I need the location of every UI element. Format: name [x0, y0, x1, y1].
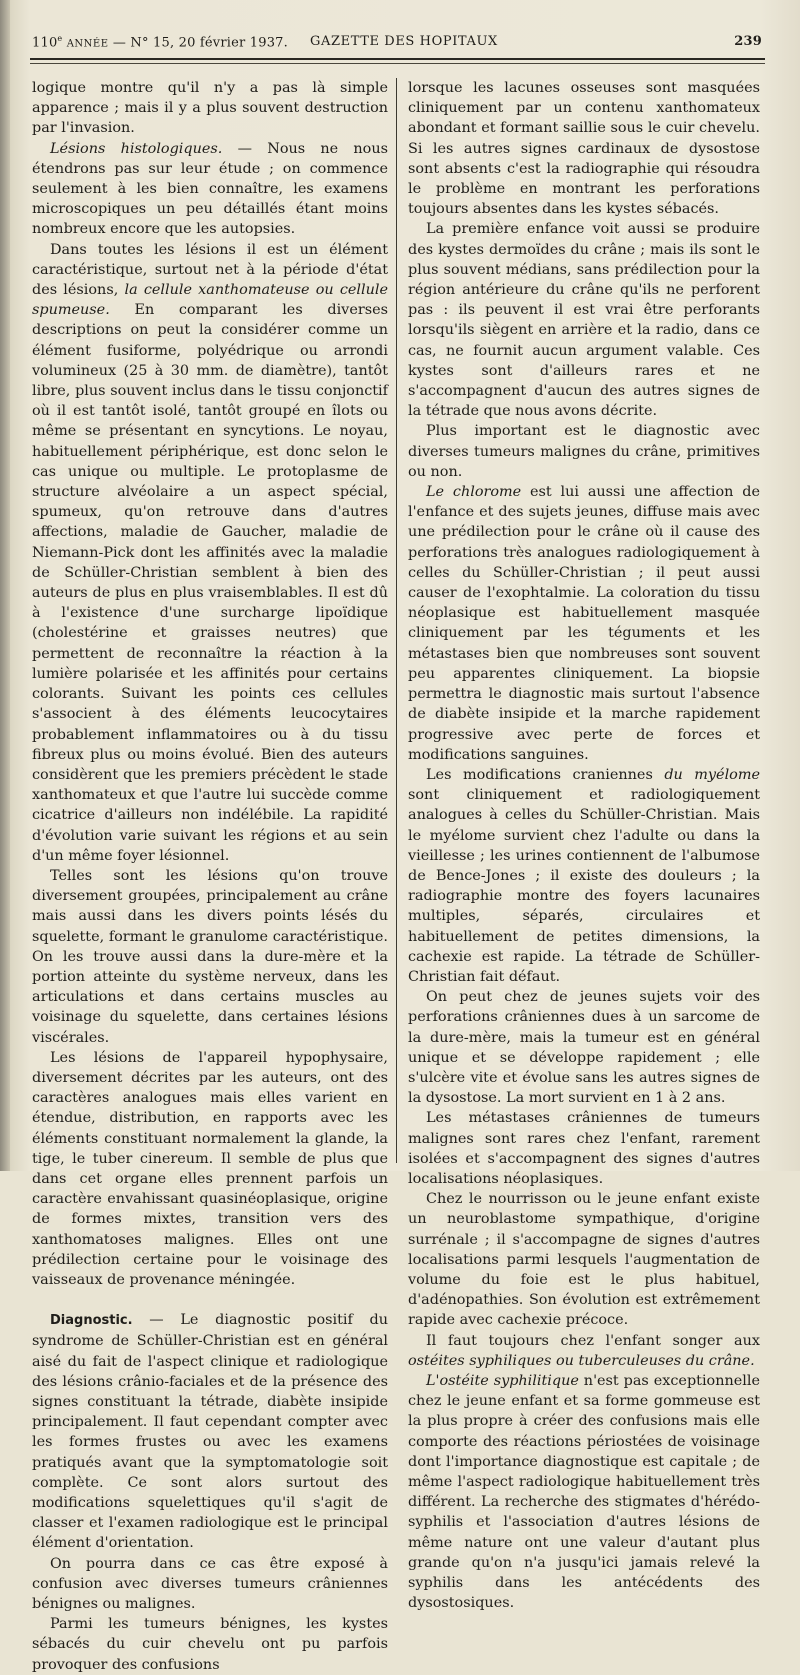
italic-term: ostéites syphiliques ou tuberculeuses du crâne.	[408, 1352, 755, 1369]
year-number: 110	[32, 35, 58, 51]
paragraph: On pourra dans ce cas être exposé à confusion avec diverses tumeurs crâniennes bénignes ou malignes.	[32, 1555, 388, 1613]
paragraph-cellule	[32, 240, 388, 866]
paragraph: Plus important est le diagnostic avec diverses tumeurs malignes du crâne, primitives ou non.	[408, 423, 760, 480]
page-number: 239	[734, 34, 762, 49]
paragraph: On peut chez de jeunes sujets voir des perforations crâniennes dues à un sarcome de la dure-mère, mais la tumeur est en général unique et se développe rapidement ; elle s'ulcère vite et évolue sans les autres signes de la dysostose. La mort survient en 1 à 2 ans.	[408, 989, 760, 1107]
paragraph-text: — Le diagnostic positif du syndrome de Schüller-Christian est en général aisé du fait de l'aspect clinique et radiologique des lésions crânio-faciales et de la présence des signes constituant la tétrade, diabète insipide principalement. Il faut cependant compter avec les formes frustes ou avec les examens pratiqués avant que la symptomatologie soit complète. Ce sont alors surtout des modifications squelettiques qu'il s'agit de classer et l'examen radiologique est le principal élément d'orientation.	[32, 1312, 388, 1552]
right-column	[408, 78, 760, 1613]
italic-term: la cellule xanthomateuse ou cellule spumeuse.	[32, 282, 388, 319]
issue-date: — N° 15, 20 février 1937.	[112, 35, 288, 51]
section-title: Lésions histologiques.	[50, 140, 223, 157]
paragraph: Les métastases crâniennes de tumeurs malignes sont rares chez l'enfant, rarement isolées et s'accompagnent des signes d'autres localisations néoplasiques.	[408, 1110, 760, 1187]
year-word: ANNÉE	[66, 38, 109, 50]
paragraph-chlorome	[408, 482, 760, 765]
paragraph-diagnostic	[32, 1310, 388, 1553]
italic-term: L'ostéite syphilitique	[426, 1373, 579, 1389]
paragraph-text: Les modifications craniennes	[426, 766, 665, 783]
paragraph-text: sont cliniquement et radiologiquement analogues à celles du Schüller-Christian. Mais le myélome survient chez l'adulte ou dans la vieillesse ; les urines contiennent de l'albumose de Bence-Jones ; il existe des douleurs ; la radiographie montre des foyers lacunaires multiples, séparés, circulaires et habituellement de petites dimensions, la cachexie est rapide. La tétrade de Schüller-Christian fait défaut.	[408, 787, 760, 985]
left-column	[32, 78, 388, 1675]
paragraph: Parmi les tumeurs bénignes, les kystes sébacés du cuir chevelu ont pu parfois provoquer des confusions	[32, 1616, 388, 1673]
paragraph-text: est lui aussi une affection de l'enfance et des sujets jeunes, diffuse mais avec une prédilection pour le crâne où il cause des perforations très analogues radiologiquement à celles du Schüller-Christian ; il peut aussi causer de l'exophtalmie. La coloration du tissu néoplasique est habituellement masquée cliniquement par les téguments et les métastases bien que nombreuses sont souvent peu apparentes cliniquement. La biopsie permettra le diagnostic mais surtout l'absence de diabète insipide et la marche rapidement progressive avec perte de forces et modifications sanguines.	[408, 484, 760, 763]
section-gap	[32, 1290, 388, 1310]
italic-term: du myélome	[664, 766, 760, 783]
header-issue-info	[32, 34, 288, 50]
italic-term: Le chlorome	[426, 484, 522, 501]
binding-edge	[0, 0, 10, 1171]
paragraph: logique montre qu'il n'y a pas là simple apparence ; mais il y a plus souvent destruction par l'invasion.	[32, 80, 388, 137]
running-header	[32, 34, 762, 56]
paragraph: lorsque les lacunes osseuses sont masquées cliniquement par un contenu xanthomateux abondant et formant saillie sous le cuir chevelu. Si les autres signes cardinaux de dysostose sont absents c'est la radiographie qui résoudra le problème en montrant les perforations toujours absentes dans les kystes sébacés.	[408, 80, 760, 218]
paragraph-text: En comparant les diverses descriptions on peut la considérer comme un élément fusiforme, polyédrique ou arrondi volumineux (25 à 30 mm. de diamètre), tantôt libre, plus souvent inclus dans le tissu conjonctif où il est tantôt isolé, tantôt groupé en îlots ou même se présentant en syncytions. Le noyau, habituellement périphérique, est donc selon le cas unique ou multiple. Le protoplasme de structure alvéolaire a un aspect spécial, spumeux, qu'on retrouve dans d'autres affections, maladie de Gaucher, maladie de Niemann-Pick dont les affinités avec la maladie de Schüller-Christian semblent à bien des auteurs de plus en plus vraisemblables. Il est dû à l'existence d'une surcharge lipoïdique (cholestérine et graisses neutres) que permettent de reconnaître la réaction à la lumière polarisée et les affinités pour certains colorants. Suivant les points ces cellules s'associent à des éléments leucocytaires probablement inflammatoires ou à du tissu fibreux plus ou moins évolué. Bien des auteurs considèrent que les premiers précèdent le stade xanthomateux et que l'autre lui succède comme cicatrice d'ailleurs non indélébile. La rapidité d'évolution varie suivant les régions et au sein d'un même foyer lésionnel.	[32, 302, 388, 864]
header-rule	[30, 58, 765, 60]
paragraph-text: Dans toutes les lésions il est un élément caractéristique, surtout net à la période d'état des lésions,	[32, 241, 388, 299]
year-superscript: e	[57, 34, 63, 43]
paragraph: Telles sont les lésions qu'on trouve diversement groupées, principalement au crâne mais aussi dans les divers points lésés du squelette, formant le granulome caractéristique. On les trouve aussi dans la dure-mère et la portion atteinte du système nerveux, dans les articulations et dans certains muscles au voisinage du squelette, dans certaines lésions viscérales.	[32, 867, 388, 1046]
paragraph-osteites	[408, 1331, 760, 1371]
paragraph: La première enfance voit aussi se produire des kystes dermoïdes du crâne ; mais ils sont le plus souvent médians, sans prédilection pour la région antérieure du crâne qu'ils ne perforent pas : ils peuvent il est vrai être perforants lorsqu'ils siègent en arrière et la radio, dans ce cas, ne fournit aucun argument valable. Ces kystes sont d'ailleurs rares et ne s'accompagnent d'aucun des autres signes de la tétrade que nous avons décrite.	[408, 221, 760, 420]
paragraph-lesions-histologiques	[32, 139, 388, 240]
section-heading: Diagnostic.	[50, 1313, 133, 1329]
paragraph-text: — Nous ne nous étendrons pas sur leur étude ; on commence seulement à les bien connaître, les examens microscopiques un peu détaillés étant moins nombreux encore que les autopsies.	[32, 140, 388, 238]
paragraph: Les lésions de l'appareil hypophysaire, diversement décrites par les auteurs, ont des caractères analogues mais elles varient en étendue, distribution, en rapports avec les éléments constituant normalement la glande, la tige, le tuber cinereum. Il semble de plus que dans cet organe elles prennent parfois un caractère envahissant quasinéoplasique, origine de formes mixtes, transition vers des xanthomatoses malignes. Elles ont une prédilection certaine pour le voisinage des vaisseaux de provenance méningée.	[32, 1049, 388, 1288]
paragraph-text: Il faut toujours chez l'enfant songer aux	[426, 1332, 760, 1349]
journal-title: GAZETTE DES HOPITAUX	[310, 34, 498, 49]
header-rule-thin	[30, 63, 765, 64]
paragraph-osteite-syphilitique	[408, 1371, 760, 1613]
paragraph: Chez le nourrisson ou le jeune enfant existe un neuroblastome sympathique, d'origine surrénale ; il s'accompagne de signes d'autres localisations parmi lesquels l'augmentation de volume du foie est le plus habituel, d'adénopathies. Son évolution est extrêmement rapide avec cachexie précoce.	[408, 1191, 760, 1329]
paragraph-text: n'est pas exceptionnelle chez le jeune enfant et sa forme gommeuse est la plus propre à créer des confusions mais elle comporte des réactions périostées de voisinage dont l'importance diagnostique est capitale ; de même l'aspect radiologique habituellement très différent. La recherche des stigmates d'hérédo-syphilis et l'association d'autres lésions de même nature ont une valeur d'autant plus grande qu'on n'a jusqu'ici jamais relevé la syphilis dans les antécédents des dysostosiques.	[408, 1373, 760, 1612]
paragraph-myelome	[408, 765, 760, 987]
column-divider	[396, 78, 397, 1163]
